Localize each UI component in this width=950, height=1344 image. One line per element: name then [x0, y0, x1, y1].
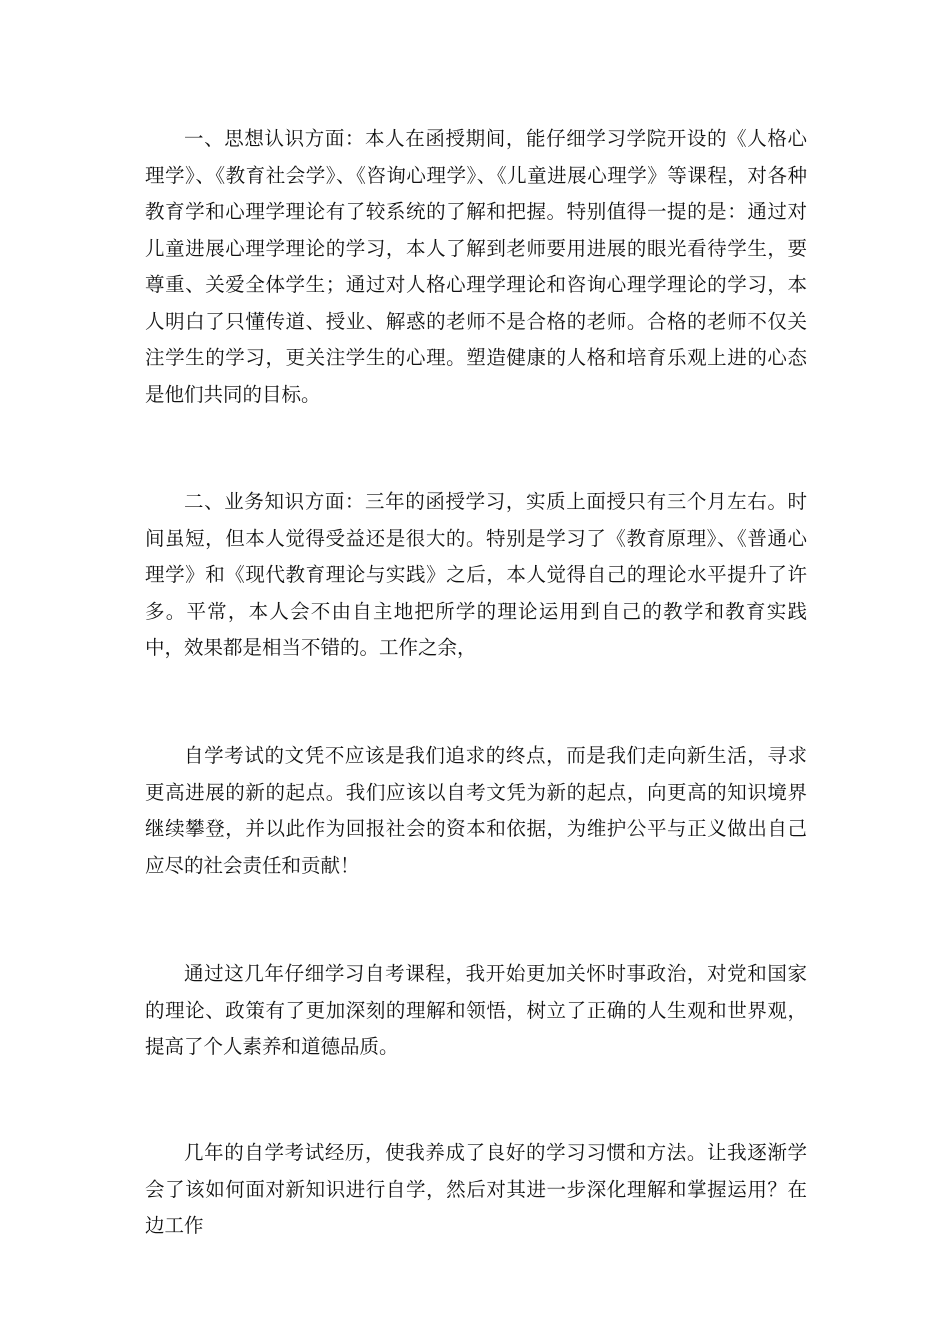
paragraph-diploma-new-starting-point: 自学考试的文凭不应该是我们追求的终点，而是我们走向新生活，寻求更高进展的新的起点。我们应该以自考文凭为新的起点，向更高的知识境界继续攀登，并以此作为回报社会的资本和依据，为维护公平与正义做出自己应尽的社会责任和贡献！	[145, 744, 807, 877]
paragraph-ideological-understanding: 一、思想认识方面：本人在函授期间，能仔细学习学院开设的《人格心理学》、《教育社会学》、《咨询心理学》、《儿童进展心理学》等课程，对各种教育学和心理学理论有了较系统的了解和把握。特别值得一提的是：通过对儿童进展心理学理论的学习，本人了解到老师要用进展的眼光看待学生，要尊重、关爱全体学生；通过对人格心理学理论和咨询心理学理论的学习，本人明白了只懂传道、授业、解惑的老师不是合格的老师。合格的老师不仅关注学生的学习，更关注学生的心理。塑造健康的人格和培育乐观上进的心态是他们共同的目标。	[145, 127, 807, 406]
paragraph-study-habits: 几年的自学考试经历，使我养成了良好的学习习惯和方法。让我逐渐学会了该如何面对新知识进行自学，然后对其进一步深化理解和掌握运用？在边工作	[145, 1141, 807, 1237]
paragraph-professional-knowledge: 二、业务知识方面：三年的函授学习，实质上面授只有三个月左右。时间虽短，但本人觉得受益还是很大的。特别是学习了《教育原理》、《普通心理学》和《现代教育理论与实践》之后，本人觉得自己的理论水平提升了许多。平常，本人会不由自主地把所学的理论运用到自己的教学和教育实践中，效果都是相当不错的。工作之余，	[145, 490, 807, 659]
paragraph-current-affairs: 通过这几年仔细学习自考课程，我开始更加关怀时事政治，对党和国家的理论、政策有了更加深刻的理解和领悟，树立了正确的人生观和世界观，提高了个人素养和道德品质。	[145, 962, 807, 1058]
